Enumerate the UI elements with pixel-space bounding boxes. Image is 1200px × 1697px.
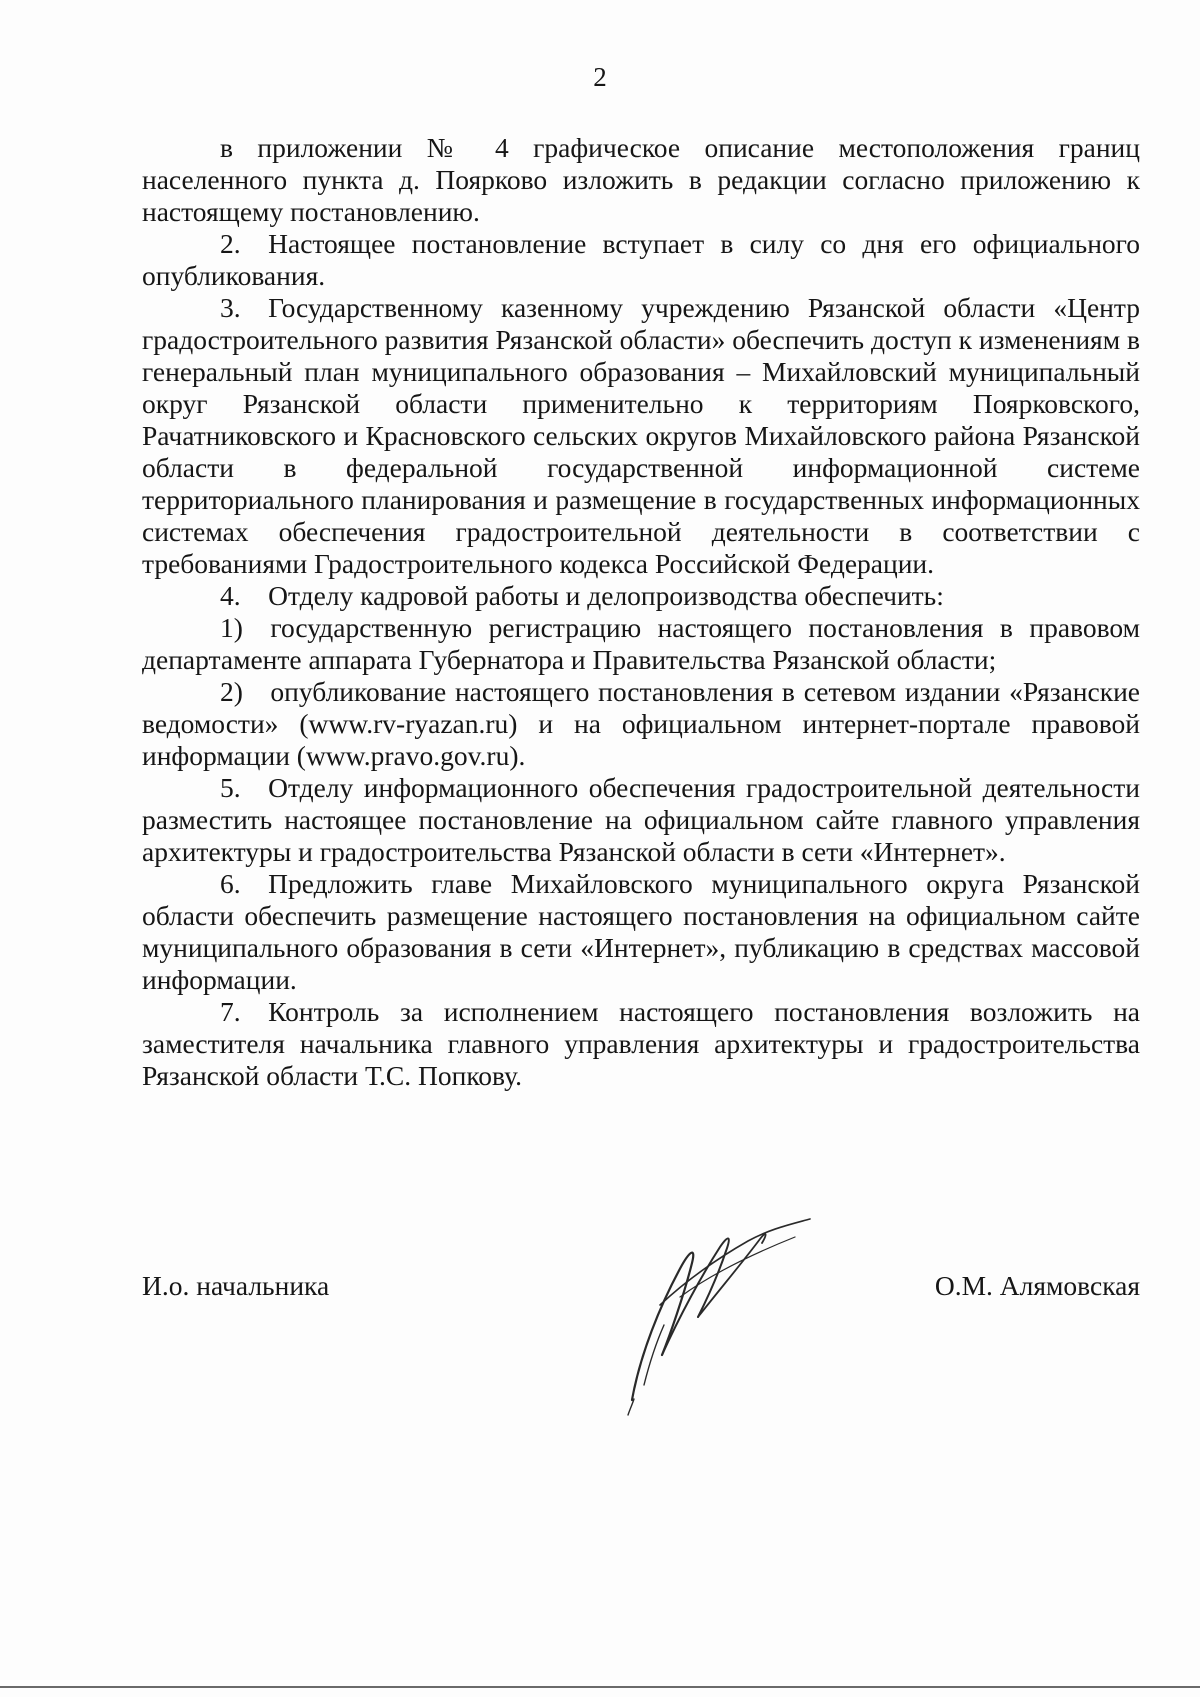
paragraph-subitem-1: 1) государственную регистрацию настоящего постановления в правовом департаменте аппарата Губернатора и Правительства Рязанской области;	[142, 612, 1140, 675]
paragraph-item-2: 2. Настоящее постановление вступает в силу со дня его официального опубликования.	[142, 228, 1140, 291]
paragraph-item-4: 4. Отделу кадровой работы и делопроизводства обеспечить:	[220, 580, 944, 611]
bottom-scan-line	[0, 1686, 1200, 1688]
paragraph-item-6: 6. Предложить главе Михайловского муниципального округа Рязанской области обеспечить размещение настоящего постановления на официальном сайте муниципального образования в сети «Интернет», публикацию в средствах массовой информации.	[142, 868, 1140, 995]
document-body	[142, 132, 1140, 1092]
paragraph-continuation: в приложении № 4 графическое описание местоположения границ населенного пункта д. Поярково изложить в редакции согласно приложению к настоящему постановлению.	[142, 132, 1140, 227]
paragraph-item-7: 7. Контроль за исполнением настоящего постановления возложить на заместителя начальника главного управления архитектуры и градостроительства Рязанской области Т.С. Попкову.	[142, 996, 1140, 1091]
page-number: 2	[593, 62, 607, 92]
paragraph-item-5: 5. Отделу информационного обеспечения градостроительной деятельности разместить настоящее постановление на официальном сайте главного управления архитектуры и градостроительства Рязанской области в сети «Интернет».	[142, 772, 1140, 867]
paragraph-item-3: 3. Государственному казенному учреждению Рязанской области «Центр градостроительного развития Рязанской области» обеспечить доступ к изменениям в генеральный план муниципального образования – Михайловский муниципальный округ Рязанской области применительно к территориям Поярковского, Рачатниковского и Красновского сельских округов Михайловского района Рязанской области в федеральной государственной информационной системе территориального планирования и размещение в государственных информационных системах обеспечения градостроительной деятельности в соответствии с требованиями Градостроительного кодекса Российской Федерации.	[142, 292, 1140, 579]
signatory-name: О.М. Алямовская	[934, 1270, 1140, 1301]
paragraph-subitem-2: 2) опубликование настоящего постановления в сетевом издании «Рязанские ведомости» (www.rv-ryazan.ru) и на официальном интернет-портале правовой информации (www.pravo.gov.ru).	[142, 676, 1140, 771]
handwritten-signature	[620, 1185, 850, 1425]
signatory-position: И.о. начальника	[142, 1270, 330, 1301]
